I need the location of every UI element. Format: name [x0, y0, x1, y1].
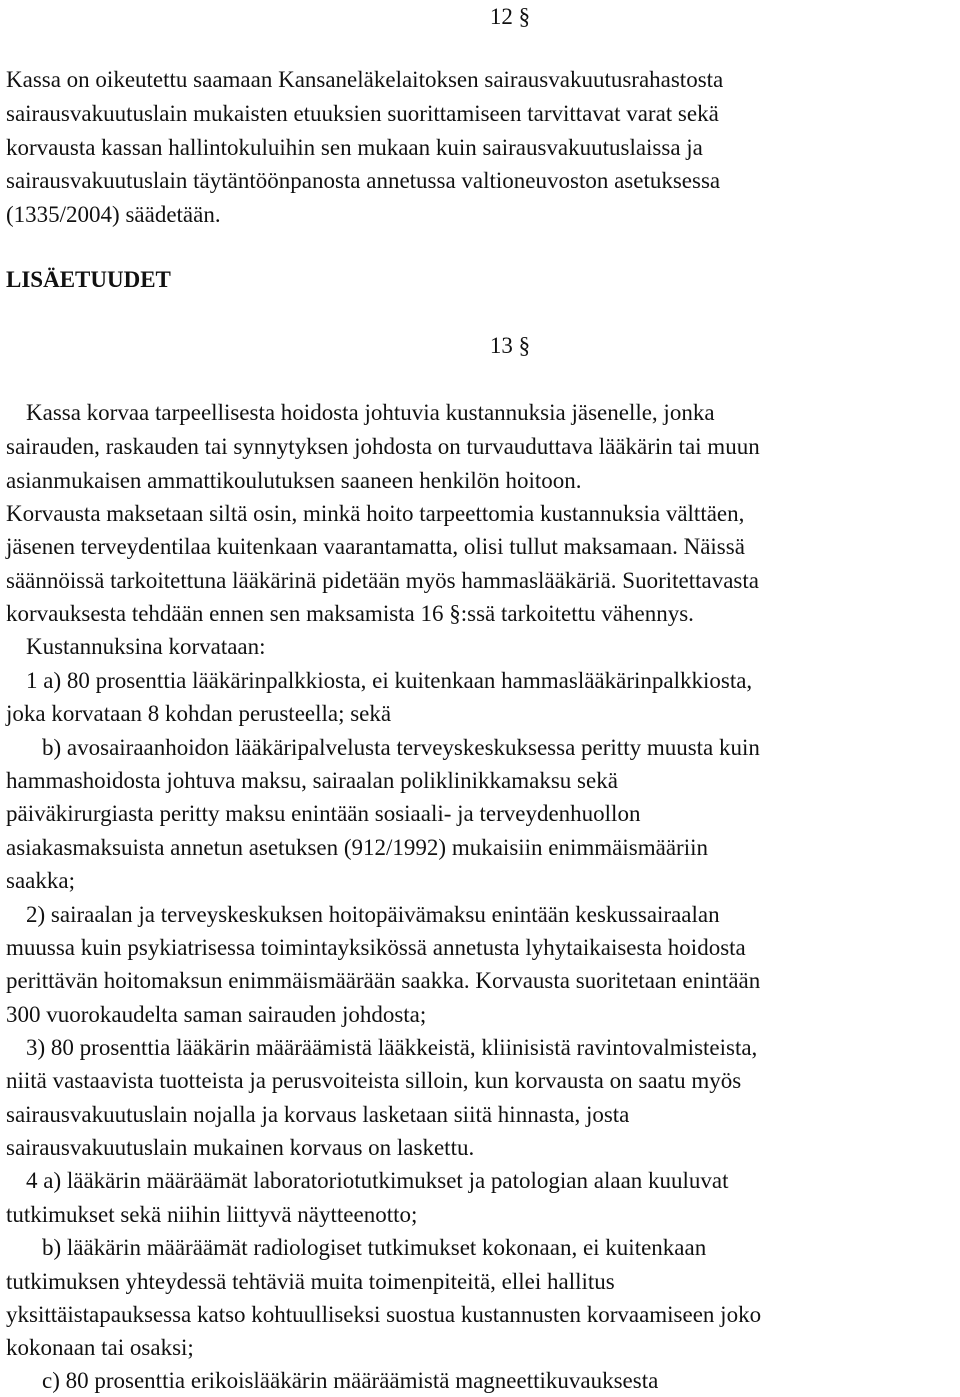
list-item: b) lääkärin määräämät radiologiset tutkimukset kokonaan, ei kuitenkaan [42, 1235, 707, 1260]
text-line: sairauden, raskauden tai synnytyksen johdosta on turvauduttava lääkärin tai muun [6, 434, 760, 459]
text-line: muussa kuin psykiatrisessa toimintayksikössä annetusta lyhytaikaisesta hoidosta [6, 935, 746, 960]
list-item: b) avosairaanhoidon lääkäripalvelusta terveyskeskuksessa peritty muusta kuin [42, 735, 760, 760]
text-line: sairausvakuutuslain täytäntöönpanosta annetussa valtioneuvoston asetuksessa [6, 168, 721, 193]
text-line: sairausvakuutuslain nojalla ja korvaus lasketaan siitä hinnasta, josta [6, 1102, 630, 1127]
text-line: korvausta kassan hallintokuluihin sen mukaan kuin sairausvakuutuslaissa ja [6, 135, 703, 160]
text-line: yksittäistapauksessa katso kohtuulliseksi suostua kustannusten korvaamiseen joko [6, 1302, 762, 1327]
section-number-12: 12 § [489, 4, 531, 29]
text-line: tutkimuksen yhteydessä tehtäviä muita toimenpiteitä, ellei hallitus [6, 1269, 615, 1294]
text-line: perittävän hoitomaksun enimmäismäärään saakka. Korvausta suoritetaan enintään [6, 968, 761, 993]
text-line: saakka; [6, 868, 75, 893]
text-line: Kustannuksina korvataan: [26, 634, 266, 659]
text-line: asianmukaisen ammattikoulutuksen saaneen henkilön hoitoon. [6, 468, 582, 493]
list-item: 2) sairaalan ja terveyskeskuksen hoitopäivämaksu enintään keskussairaalan [26, 902, 720, 927]
text-line: (1335/2004) säädetään. [6, 202, 221, 227]
text-line: Kassa korvaa tarpeellisesta hoidosta johtuvia kustannuksia jäsenelle, jonka [26, 400, 715, 425]
text-line: niitä vastaavista tuotteista ja perusvoiteista silloin, kun korvausta on saatu myös [6, 1068, 742, 1093]
text-line: 300 vuorokaudelta saman sairauden johdosta; [6, 1002, 427, 1027]
text-line: sairausvakuutuslain mukaisten etuuksien suorittamiseen tarvittavat varat sekä [6, 101, 719, 126]
list-item: 3) 80 prosenttia lääkärin määräämistä lääkkeistä, kliinisistä ravintovalmisteista, [26, 1035, 758, 1060]
text-line: joka korvataan 8 kohdan perusteella; sekä [6, 701, 392, 726]
text-line: Korvausta maksetaan siltä osin, minkä hoito tarpeettomia kustannuksia välttäen, [6, 501, 745, 526]
section-heading: LISÄETUUDET [6, 267, 171, 292]
text-line: tutkimukset sekä niihin liittyvä näytteenotto; [6, 1202, 418, 1227]
text-line: korvauksesta tehdään ennen sen maksamista 16 §:ssä tarkoitettu vähennys. [6, 601, 694, 626]
list-item: 4 a) lääkärin määräämät laboratoriotutkimukset ja patologian alaan kuuluvat [26, 1168, 729, 1193]
text-line: päiväkirurgiasta peritty maksu enintään sosiaali- ja terveydenhuollon [6, 801, 641, 826]
text-line: jäsenen terveydentilaa kuitenkaan vaarantamatta, olisi tullut maksamaan. Näissä [6, 534, 745, 559]
text-line: säännöissä tarkoitettuna lääkärinä pidetään myös hammaslääkäriä. Suoritettavasta [6, 568, 759, 593]
text-line: sairausvakuutuslain mukainen korvaus on laskettu. [6, 1135, 475, 1160]
list-item: 1 a) 80 prosenttia lääkärinpalkkiosta, ei kuitenkaan hammaslääkärinpalkkiosta, [26, 668, 753, 693]
text-line: hammashoidosta johtuva maksu, sairaalan poliklinikkamaksu sekä [6, 768, 618, 793]
list-item: c) 80 prosenttia erikoislääkärin määräämistä magneettikuvauksesta [42, 1368, 659, 1393]
text-line: asiakasmaksuista annetun asetuksen (912/1992) mukaisiin enimmäismääriin [6, 835, 708, 860]
text-line: Kassa on oikeutettu saamaan Kansaneläkelaitoksen sairausvakuutusrahastosta [6, 67, 724, 92]
text-line: kokonaan tai osaksi; [6, 1335, 194, 1360]
section-number-13: 13 § [489, 333, 531, 358]
